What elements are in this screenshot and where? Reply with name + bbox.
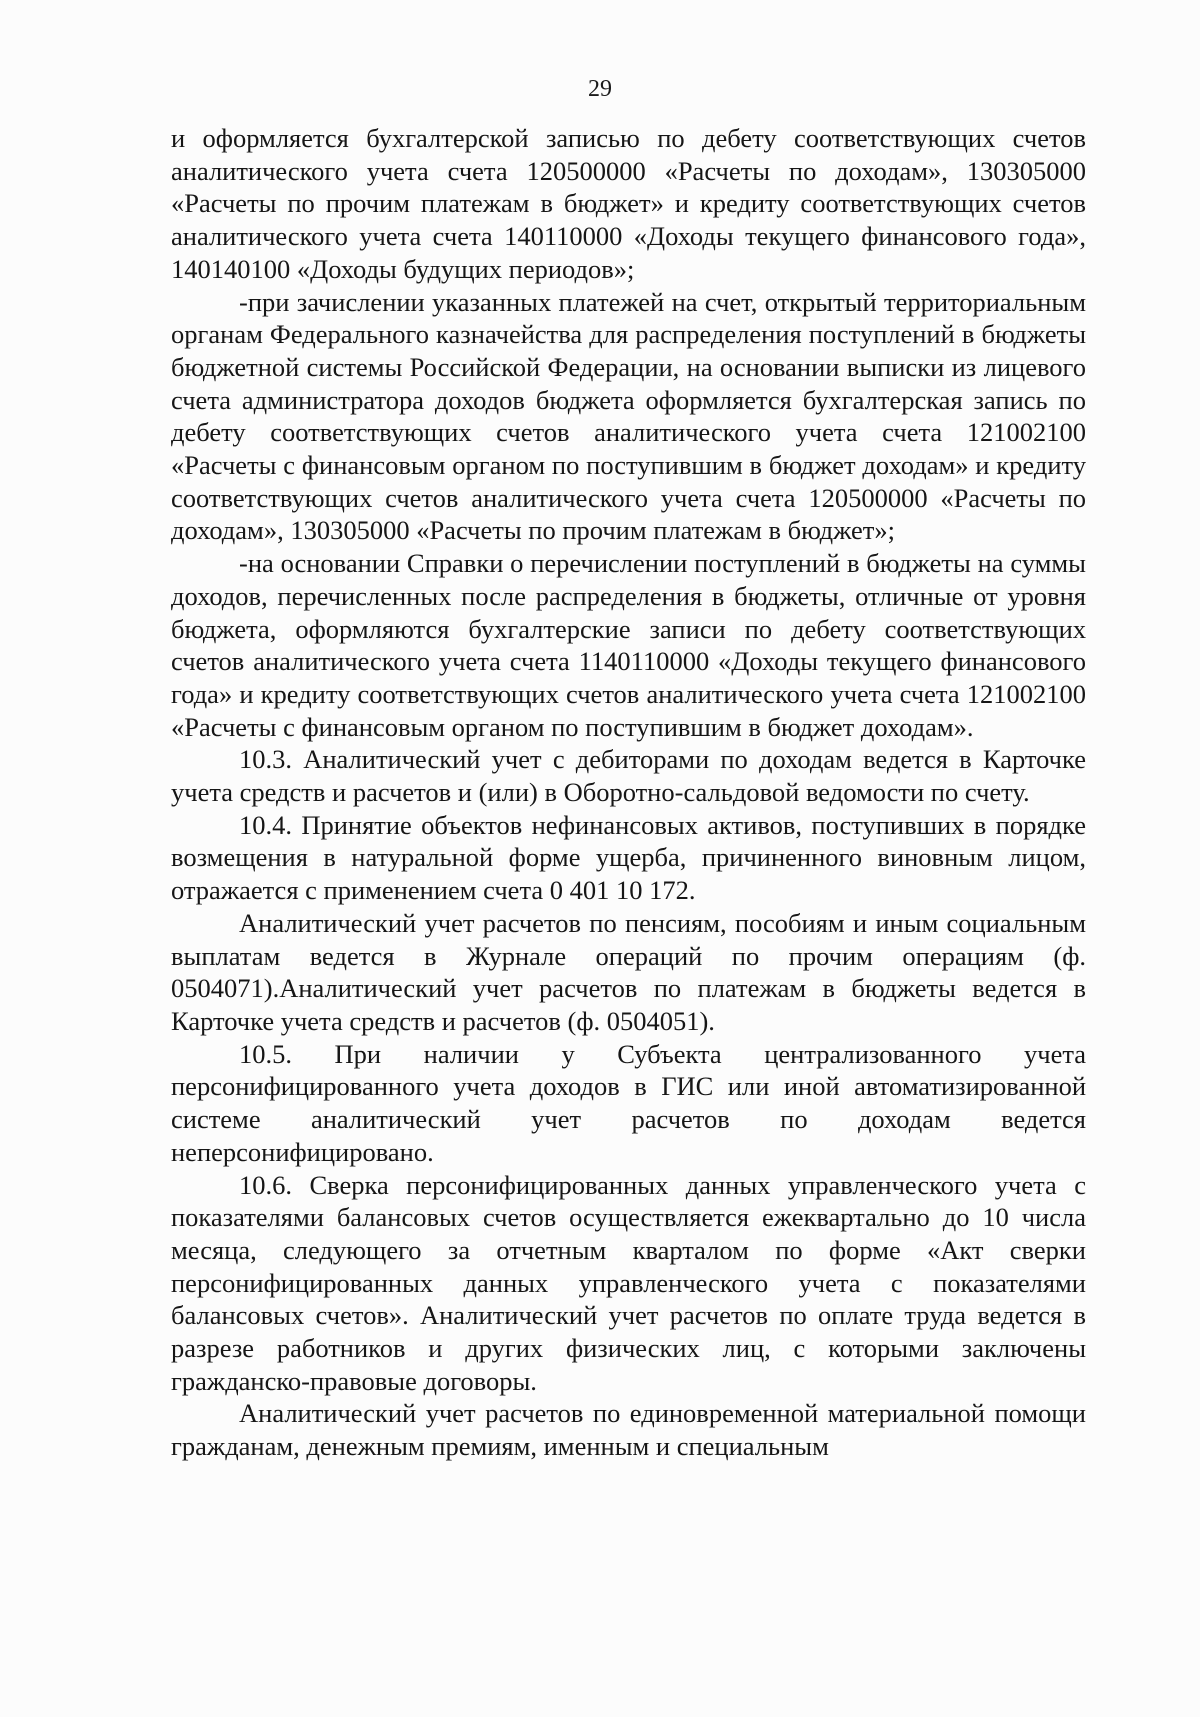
paragraph-10-6: 10.6. Сверка персонифицированных данных управленческого учета с показателями балансовых счетов осуществляется ежеквартально до 10 числа месяца, следующего за отчетным кварталом по форме «Акт сверки персонифицированных данных управленческого учета с показателями балансовых счетов». Аналитический учет расчетов по оплате труда ведется в разрезе работников и других физических лиц, с которыми заключены гражданско-правовые договоры. <box>171 1169 1086 1396</box>
paragraph-10-3: 10.3. Аналитический учет с дебиторами по доходам ведется в Карточке учета средств и расчетов и (или) в Оборотно-сальдовой ведомости по счету. <box>171 744 1086 808</box>
document-body <box>171 122 1086 1463</box>
paragraph-continuation: и оформляется бухгалтерской записью по дебету соответствующих счетов аналитического учета счета 120500000 «Расчеты по доходам», 130305000 «Расчеты по прочим платежам в бюджет» и кредиту соответствующих счетов аналитического учета счета 140110000 «Доходы текущего финансового года», 140140100 «Доходы будущих периодов»; <box>171 123 1086 284</box>
paragraph-treasury-crediting: -при зачислении указанных платежей на счет, открытый территориальным органам Федерального казначейства для распределения поступлений в бюджеты бюджетной системы Российской Федерации, на основании выписки из лицевого счета администратора доходов бюджета оформляется бухгалтерская запись по дебету соответствующих счетов аналитического учета счета 121002100 «Расчеты с финансовым органом по поступившим в бюджет доходам» и кредиту соответствующих счетов аналитического учета счета 120500000 «Расчеты по доходам», 130305000 «Расчеты по прочим платежам в бюджет»; <box>171 286 1086 546</box>
page-number: 29 <box>588 76 612 102</box>
paragraph-transfer-certificate: -на основании Справки о перечислении поступлений в бюджеты на суммы доходов, перечисленных после распределения в бюджеты, отличные от уровня бюджета, оформляются бухгалтерские записи по дебету соответствующих счетов аналитического учета счета 1140110000 «Доходы текущего финансового года» и кредиту соответствующих счетов аналитического учета счета 121002100 «Расчеты с финансовым органом по поступившим в бюджет доходам». <box>171 548 1086 742</box>
paragraph-pension-accounting: Аналитический учет расчетов по пенсиям, пособиям и иным социальным выплатам ведется в Журнале операций по прочим операциям (ф. 0504071).Аналитический учет расчетов по платежам в бюджеты ведется в Карточке учета средств и расчетов (ф. 0504051). <box>171 907 1086 1036</box>
paragraph-10-4: 10.4. Принятие объектов нефинансовых активов, поступивших в порядке возмещения в натуральной форме ущерба, причиненного виновным лицом, отражается с применением счета 0 401 10 172. <box>171 809 1086 906</box>
paragraph-10-5: 10.5. При наличии у Субъекта централизованного учета персонифицированного учета доходов в ГИС или иной автоматизированной системе аналитический учет расчетов по доходам ведется неперсонифицировано. <box>171 1038 1086 1167</box>
paragraph-material-aid: Аналитический учет расчетов по единовременной материальной помощи гражданам, денежным премиям, именным и специальным <box>171 1398 1086 1462</box>
